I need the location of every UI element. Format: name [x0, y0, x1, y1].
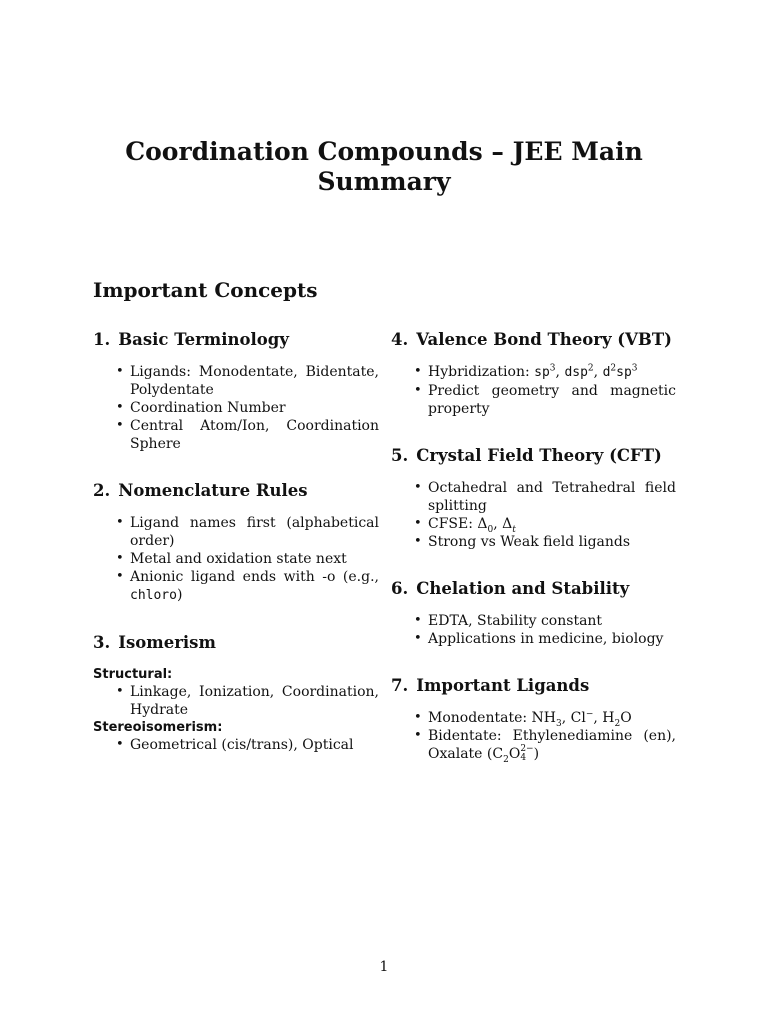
subsection-heading: 3. Isomerism: [93, 633, 216, 652]
list-item: • Ligand names first (alphabetical order): [130, 514, 379, 550]
stereoisomerism-label: Stereoisomerism:: [93, 720, 223, 735]
list-item: • Linkage, Ionization, Coordination, Hydrate: [130, 683, 379, 719]
bullet-list: [93, 683, 379, 719]
list-item: • Applications in medicine, biology: [428, 630, 676, 648]
left-column: [93, 329, 379, 781]
section-cft: [391, 445, 676, 551]
list-item: • Octahedral and Tetrahedral field splitting: [428, 479, 676, 515]
list-item: • Anionic ligand ends with -o (e.g., chloro): [130, 568, 379, 605]
subsection-heading: 1. Basic Terminology: [93, 330, 289, 349]
subsection-heading: 2. Nomenclature Rules: [93, 481, 308, 500]
bullet-list: [391, 363, 676, 418]
list-item: • Central Atom/Ion, Coordination Sphere: [130, 417, 379, 453]
subsection-heading: 7. Important Ligands: [391, 676, 590, 695]
list-item: • Metal and oxidation state next: [130, 550, 379, 568]
code-chloro: chloro: [130, 588, 177, 603]
subsection-heading: 5. Crystal Field Theory (CFT): [391, 446, 662, 465]
section-chelation: [391, 578, 676, 648]
right-column: [391, 329, 676, 790]
section-heading: Important Concepts: [93, 278, 318, 302]
page-number: 1: [379, 959, 389, 975]
list-item: • Coordination Number: [130, 399, 379, 417]
bullet-list: [391, 612, 676, 648]
section-basic-terminology: [93, 329, 379, 453]
bullet-list: [93, 363, 379, 453]
list-item: • Geometrical (cis/trans), Optical: [130, 736, 379, 754]
bullet-list: [93, 736, 379, 754]
list-item: • Ligands: Monodentate, Bidentate, Polydentate: [130, 363, 379, 399]
subsection-heading: 4. Valence Bond Theory (VBT): [391, 330, 672, 349]
list-item: • Hybridization: $sp^3$, dsp$^2$, $d^2sp^3$: [428, 363, 676, 382]
title-line-2: Summary: [317, 167, 451, 196]
list-item: • CFSE: $\Delta_0$, $\Delta_t$: [428, 515, 676, 533]
list-item: • Strong vs Weak field ligands: [428, 533, 676, 551]
list-item: • EDTA, Stability constant: [428, 612, 676, 630]
section-isomerism: [93, 632, 379, 754]
subsection-heading: 6. Chelation and Stability: [391, 579, 630, 598]
bullet-list: [93, 514, 379, 605]
title-line-1: Coordination Compounds – JEE Main: [125, 137, 643, 166]
structural-label: Structural:: [93, 667, 173, 682]
list-item: • Monodentate: $NH_3$, Cl−, $H_2O$: [428, 709, 676, 727]
list-item: • Predict geometry and magnetic property: [428, 382, 676, 418]
list-item: • Bidentate: Ethylenediamine (en), Oxalate ($C_2O$ 2− 4 ): [428, 727, 676, 763]
bullet-list: [391, 709, 676, 763]
bullet-list: [391, 479, 676, 551]
section-important-ligands: [391, 675, 676, 763]
section-vbt: [391, 329, 676, 418]
section-nomenclature-rules: [93, 480, 379, 605]
document-title: [0, 137, 768, 197]
